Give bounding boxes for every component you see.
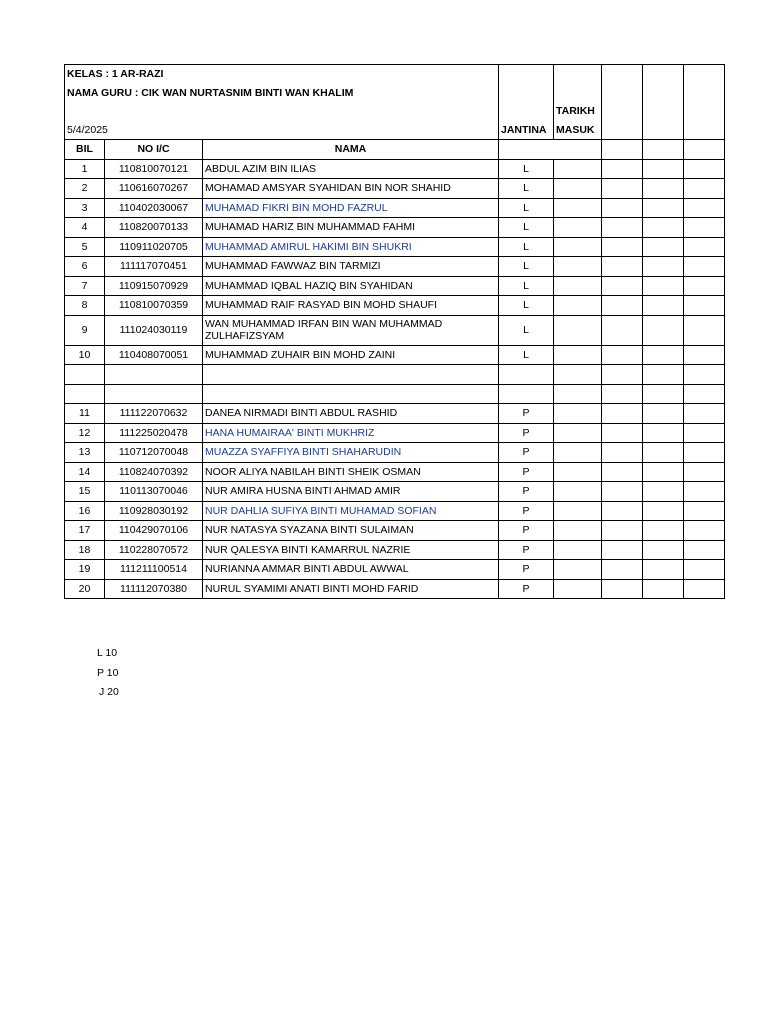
student-ic: 110824070392 — [105, 462, 203, 482]
student-jantina: L — [499, 315, 554, 345]
student-jantina: L — [499, 257, 554, 277]
student-bil: 4 — [65, 218, 105, 238]
student-jantina: P — [499, 540, 554, 560]
student-name: MUHAMMAD ZUHAIR BIN MOHD ZAINI — [203, 345, 499, 365]
student-jantina: L — [499, 276, 554, 296]
student-name: NURIANNA AMMAR BINTI ABDUL AWWAL — [203, 560, 499, 580]
jantina-header: JANTINA — [499, 121, 554, 140]
student-name: MUHAMMAD FAWWAZ BIN TARMIZI — [203, 257, 499, 277]
masuk-label: MASUK — [554, 121, 602, 140]
empty-cell — [684, 237, 725, 257]
student-row — [65, 501, 725, 521]
student-name: MUHAMMAD IQBAL HAZIQ BIN SYAHIDAN — [203, 276, 499, 296]
date-label: 5/4/2025 — [65, 121, 499, 140]
student-bil: 8 — [65, 296, 105, 316]
student-name: WAN MUHAMMAD IRFAN BIN WAN MUHAMMAD ZULHAFIZSYAM — [203, 315, 499, 345]
tarikh-label: TARIKH — [554, 102, 602, 121]
empty-cell — [602, 179, 643, 199]
student-bil: 16 — [65, 501, 105, 521]
empty-cell — [643, 404, 684, 424]
student-ic: 110810070359 — [105, 296, 203, 316]
student-name: NUR NATASYA SYAZANA BINTI SULAIMAN — [203, 521, 499, 541]
empty-cell — [684, 482, 725, 502]
student-ic: 110402030067 — [105, 198, 203, 218]
empty-cell — [602, 345, 643, 365]
student-jantina: P — [499, 443, 554, 463]
student-ic: 110616070267 — [105, 179, 203, 199]
empty-cell — [643, 257, 684, 277]
tarikh-cell — [554, 521, 602, 541]
tarikh-cell — [554, 237, 602, 257]
student-name: MUAZZA SYAFFIYA BINTI SHAHARUDIN — [203, 443, 499, 463]
student-jantina: P — [499, 560, 554, 580]
student-name: NUR AMIRA HUSNA BINTI AHMAD AMIR — [203, 482, 499, 502]
empty-cell — [684, 404, 725, 424]
student-ic: 111225020478 — [105, 423, 203, 443]
student-row — [65, 423, 725, 443]
empty-cell — [684, 579, 725, 599]
empty-cell — [602, 560, 643, 580]
empty-cell — [684, 423, 725, 443]
student-ic: 111024030119 — [105, 315, 203, 345]
student-jantina: P — [499, 501, 554, 521]
student-row — [65, 179, 725, 199]
empty-cell — [684, 296, 725, 316]
student-jantina: L — [499, 296, 554, 316]
student-bil: 10 — [65, 345, 105, 365]
empty-cell — [602, 315, 643, 345]
student-row — [65, 159, 725, 179]
student-jantina: P — [499, 482, 554, 502]
class-label: KELAS : 1 AR-RAZI — [65, 65, 499, 84]
tarikh-cell — [554, 198, 602, 218]
empty-cell — [684, 560, 725, 580]
tarikh-cell — [554, 462, 602, 482]
class-list-table — [64, 64, 725, 599]
empty-cell — [602, 579, 643, 599]
tarikh-cell — [554, 315, 602, 345]
tarikh-cell — [554, 540, 602, 560]
empty-cell — [643, 345, 684, 365]
empty-cell — [602, 423, 643, 443]
student-jantina: P — [499, 462, 554, 482]
summary-female: P 10 — [97, 667, 119, 679]
tarikh-cell — [554, 218, 602, 238]
blank-row — [65, 384, 725, 404]
empty-cell — [602, 521, 643, 541]
empty-cell — [602, 404, 643, 424]
student-ic: 110810070121 — [105, 159, 203, 179]
empty-cell — [643, 179, 684, 199]
student-bil: 17 — [65, 521, 105, 541]
tarikh-cell — [554, 443, 602, 463]
empty-cell — [684, 521, 725, 541]
student-row — [65, 345, 725, 365]
student-row — [65, 237, 725, 257]
student-ic: 110429070106 — [105, 521, 203, 541]
student-row — [65, 443, 725, 463]
empty-cell — [602, 462, 643, 482]
student-bil: 20 — [65, 579, 105, 599]
student-row — [65, 521, 725, 541]
student-bil: 14 — [65, 462, 105, 482]
student-ic: 111211100514 — [105, 560, 203, 580]
student-ic: 110820070133 — [105, 218, 203, 238]
ic-header: NO I/C — [105, 140, 203, 160]
empty-cell — [643, 521, 684, 541]
empty-cell — [602, 296, 643, 316]
student-bil: 15 — [65, 482, 105, 502]
student-ic: 110915070929 — [105, 276, 203, 296]
tarikh-cell — [554, 560, 602, 580]
summary-male: L 10 — [97, 647, 118, 659]
empty-cell — [684, 257, 725, 277]
student-jantina: L — [499, 159, 554, 179]
empty-cell — [684, 198, 725, 218]
student-ic: 110408070051 — [105, 345, 203, 365]
empty-cell — [643, 501, 684, 521]
tarikh-cell — [554, 296, 602, 316]
teacher-label: NAMA GURU : CIK WAN NURTASNIM BINTI WAN KHALIM — [65, 84, 499, 103]
empty-cell — [602, 237, 643, 257]
tarikh-cell — [554, 276, 602, 296]
empty-cell — [684, 276, 725, 296]
nama-header: NAMA — [203, 140, 499, 160]
student-row — [65, 315, 725, 345]
student-row — [65, 560, 725, 580]
tarikh-cell — [554, 579, 602, 599]
empty-cell — [643, 218, 684, 238]
student-name: DANEA NIRMADI BINTI ABDUL RASHID — [203, 404, 499, 424]
empty-cell — [643, 579, 684, 599]
student-row — [65, 257, 725, 277]
empty-cell — [602, 482, 643, 502]
empty-cell — [643, 296, 684, 316]
student-bil: 12 — [65, 423, 105, 443]
empty-cell — [643, 560, 684, 580]
empty-cell — [602, 501, 643, 521]
tarikh-cell — [554, 482, 602, 502]
tarikh-cell — [554, 159, 602, 179]
empty-cell — [684, 462, 725, 482]
student-row — [65, 218, 725, 238]
empty-cell — [602, 443, 643, 463]
empty-cell — [684, 540, 725, 560]
student-name: NURUL SYAMIMI ANATI BINTI MOHD FARID — [203, 579, 499, 599]
student-row — [65, 540, 725, 560]
empty-cell — [643, 423, 684, 443]
student-ic: 111112070380 — [105, 579, 203, 599]
student-name: NUR DAHLIA SUFIYA BINTI MUHAMAD SOFIAN — [203, 501, 499, 521]
bil-header: BIL — [65, 140, 105, 160]
student-bil: 13 — [65, 443, 105, 463]
student-ic: 110228070572 — [105, 540, 203, 560]
student-jantina: P — [499, 579, 554, 599]
student-row — [65, 482, 725, 502]
student-ic: 111122070632 — [105, 404, 203, 424]
tarikh-cell — [554, 345, 602, 365]
empty-cell — [684, 501, 725, 521]
student-name: MUHAMMAD AMIRUL HAKIMI BIN SHUKRI — [203, 237, 499, 257]
student-bil: 9 — [65, 315, 105, 345]
student-row — [65, 579, 725, 599]
empty-cell — [602, 159, 643, 179]
student-bil: 3 — [65, 198, 105, 218]
empty-cell — [643, 159, 684, 179]
empty-cell — [602, 218, 643, 238]
empty-cell — [684, 218, 725, 238]
student-bil: 2 — [65, 179, 105, 199]
student-jantina: L — [499, 345, 554, 365]
student-ic: 110113070046 — [105, 482, 203, 502]
student-name: MUHAMMAD RAIF RASYAD BIN MOHD SHAUFI — [203, 296, 499, 316]
student-jantina: P — [499, 404, 554, 424]
student-row — [65, 296, 725, 316]
empty-cell — [684, 443, 725, 463]
student-name: ABDUL AZIM BIN ILIAS — [203, 159, 499, 179]
empty-cell — [643, 443, 684, 463]
student-ic: 110928030192 — [105, 501, 203, 521]
empty-cell — [643, 482, 684, 502]
student-bil: 7 — [65, 276, 105, 296]
student-name: MUHAMAD FIKRI BIN MOHD FAZRUL — [203, 198, 499, 218]
empty-cell — [684, 159, 725, 179]
student-ic: 110712070048 — [105, 443, 203, 463]
student-jantina: L — [499, 198, 554, 218]
student-name: MUHAMAD HARIZ BIN MUHAMMAD FAHMI — [203, 218, 499, 238]
student-jantina: P — [499, 423, 554, 443]
blank-row — [65, 365, 725, 385]
empty-cell — [602, 257, 643, 277]
student-jantina: L — [499, 237, 554, 257]
student-ic: 111117070451 — [105, 257, 203, 277]
student-name: MOHAMAD AMSYAR SYAHIDAN BIN NOR SHAHID — [203, 179, 499, 199]
student-row — [65, 276, 725, 296]
empty-cell — [684, 315, 725, 345]
empty-cell — [643, 315, 684, 345]
student-bil: 5 — [65, 237, 105, 257]
student-jantina: L — [499, 218, 554, 238]
student-bil: 18 — [65, 540, 105, 560]
student-row — [65, 462, 725, 482]
student-name: HANA HUMAIRAA' BINTI MUKHRIZ — [203, 423, 499, 443]
tarikh-cell — [554, 179, 602, 199]
empty-cell — [643, 540, 684, 560]
empty-cell — [643, 276, 684, 296]
summary-total: J 20 — [99, 686, 119, 698]
empty-cell — [643, 237, 684, 257]
empty-cell — [684, 345, 725, 365]
empty-cell — [643, 198, 684, 218]
student-name: NUR QALESYA BINTI KAMARRUL NAZRIE — [203, 540, 499, 560]
student-row — [65, 198, 725, 218]
student-bil: 6 — [65, 257, 105, 277]
student-jantina: L — [499, 179, 554, 199]
student-jantina: P — [499, 521, 554, 541]
tarikh-cell — [554, 423, 602, 443]
tarikh-cell — [554, 404, 602, 424]
empty-cell — [643, 462, 684, 482]
student-row — [65, 404, 725, 424]
empty-cell — [602, 198, 643, 218]
empty-cell — [684, 179, 725, 199]
empty-cell — [602, 540, 643, 560]
tarikh-cell — [554, 257, 602, 277]
student-bil: 19 — [65, 560, 105, 580]
tarikh-cell — [554, 501, 602, 521]
student-bil: 1 — [65, 159, 105, 179]
student-ic: 110911020705 — [105, 237, 203, 257]
student-name: NOOR ALIYA NABILAH BINTI SHEIK OSMAN — [203, 462, 499, 482]
empty-cell — [602, 276, 643, 296]
student-bil: 11 — [65, 404, 105, 424]
